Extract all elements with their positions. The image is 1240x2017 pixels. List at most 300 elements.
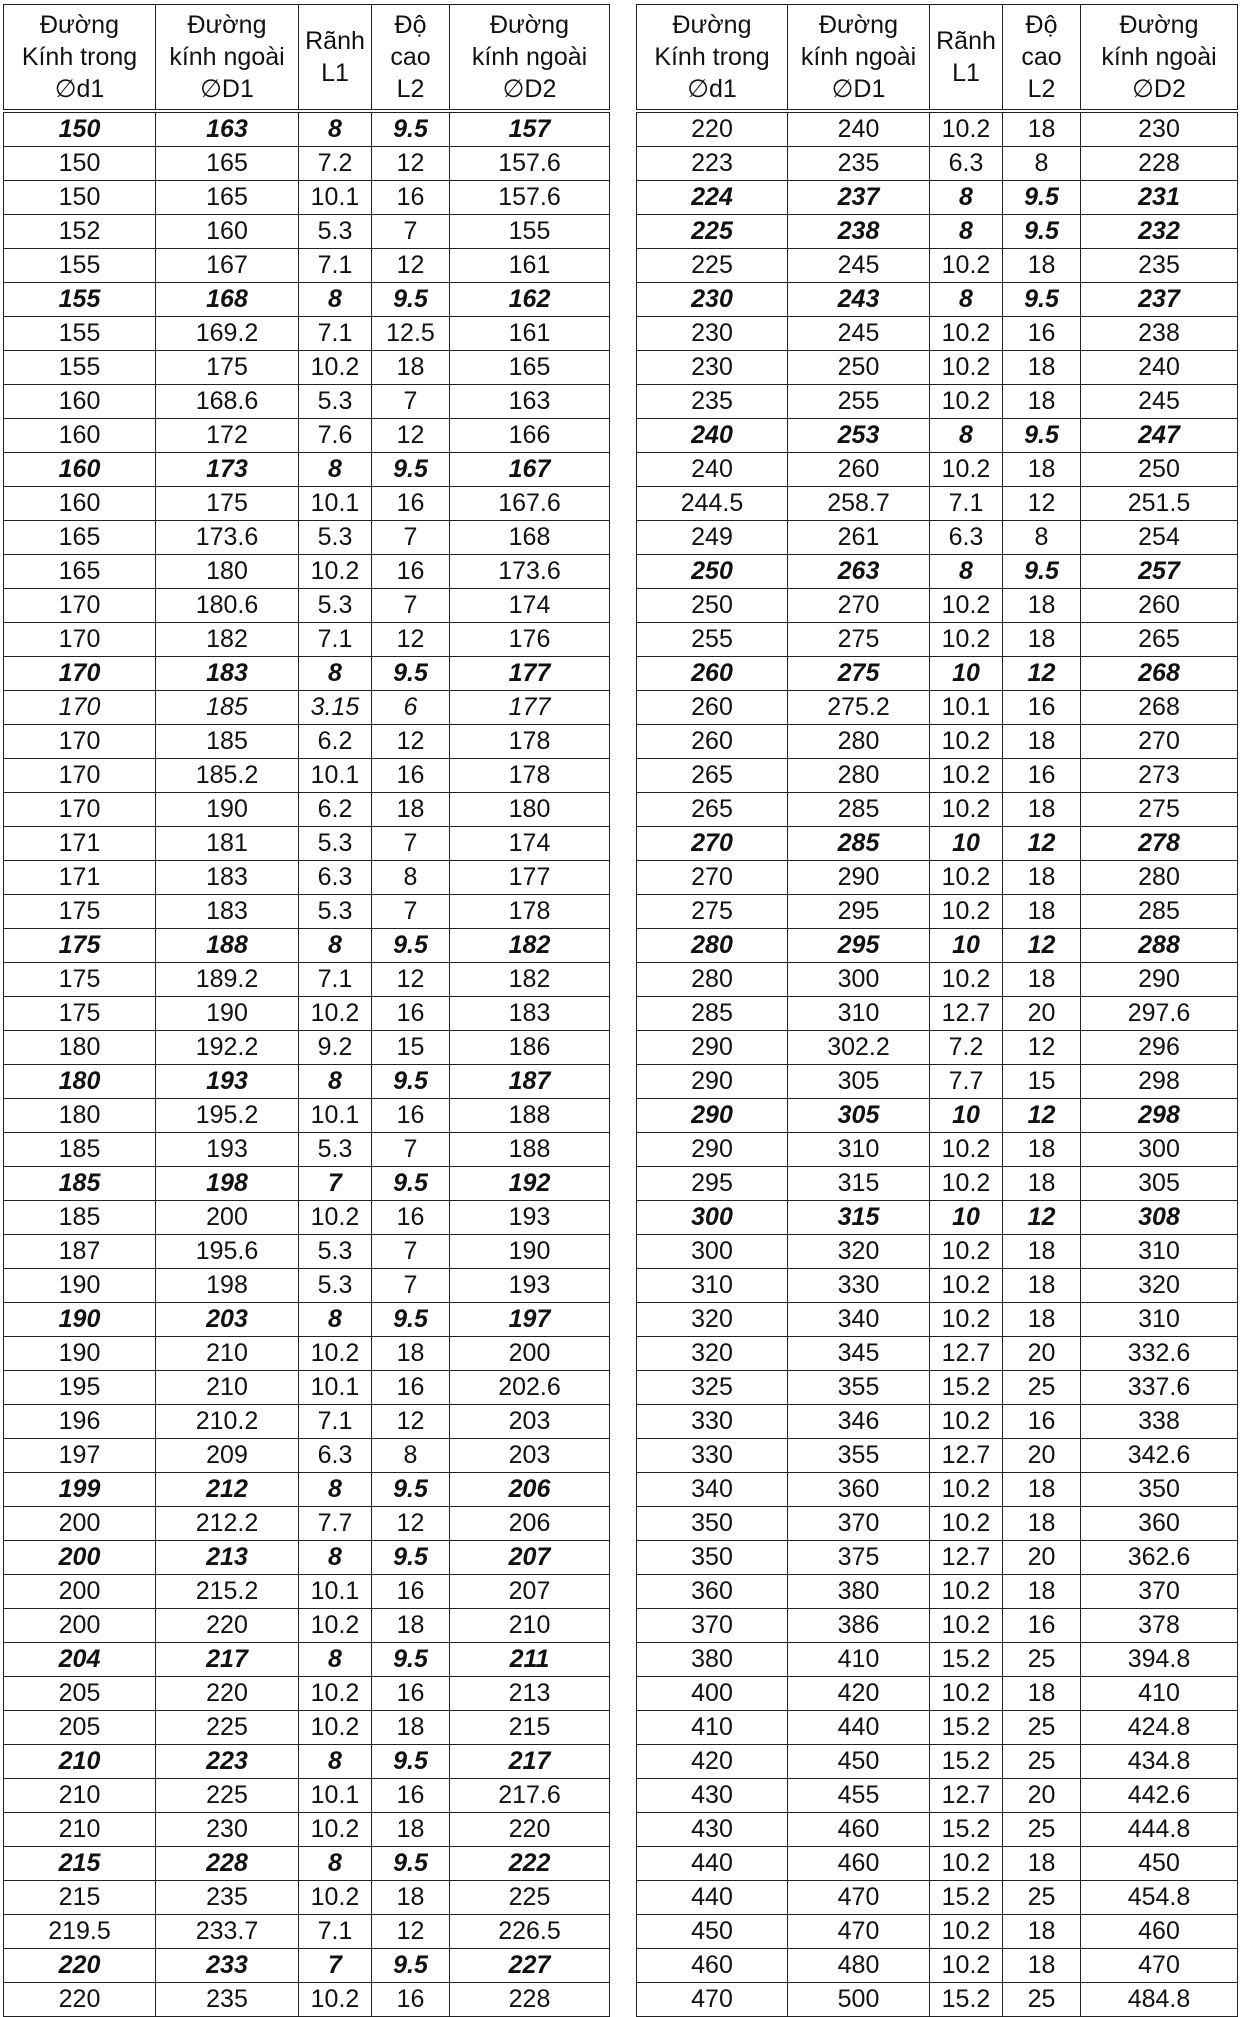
cell-outer-diameter-D1: 200 [156,1201,299,1235]
cell-outer-diameter-D1: 235 [156,1881,299,1915]
cell-outer-diameter-D2: 203 [450,1439,610,1473]
cell-groove-L1: 8 [299,283,372,317]
cell-outer-diameter-D2: 187 [450,1065,610,1099]
cell-outer-diameter-D2: 200 [450,1337,610,1371]
cell-outer-diameter-D2: 360 [1081,1507,1238,1541]
cell-outer-diameter-D2: 442.6 [1081,1779,1238,1813]
table-row [637,1983,1238,2017]
cell-groove-L1: 10 [930,827,1003,861]
cell-outer-diameter-D1: 275.2 [788,691,930,725]
cell-inner-diameter-d1: 190 [4,1337,156,1371]
cell-height-L2: 25 [1003,1371,1081,1405]
cell-outer-diameter-D1: 275 [788,623,930,657]
cell-outer-diameter-D2: 338 [1081,1405,1238,1439]
cell-height-L2: 12 [1003,1099,1081,1133]
table-row [637,283,1238,317]
table-row [4,1065,610,1099]
cell-height-L2: 9.5 [1003,215,1081,249]
cell-outer-diameter-D2: 350 [1081,1473,1238,1507]
cell-outer-diameter-D2: 174 [450,589,610,623]
cell-height-L2: 18 [1003,589,1081,623]
cell-inner-diameter-d1: 250 [637,555,788,589]
cell-groove-L1: 10.2 [299,1711,372,1745]
dimension-table-left [3,4,610,2017]
cell-outer-diameter-D2: 211 [450,1643,610,1677]
header-line: Đường [672,11,752,39]
cell-inner-diameter-d1: 215 [4,1881,156,1915]
cell-outer-diameter-D2: 215 [450,1711,610,1745]
cell-groove-L1: 8 [299,1541,372,1575]
cell-outer-diameter-D1: 250 [788,351,930,385]
cell-outer-diameter-D2: 320 [1081,1269,1238,1303]
cell-groove-L1: 10.1 [299,1575,372,1609]
cell-groove-L1: 7 [299,1949,372,1983]
cell-outer-diameter-D1: 300 [788,963,930,997]
cell-groove-L1: 12.7 [930,1337,1003,1371]
cell-height-L2: 12 [372,963,450,997]
cell-height-L2: 9.5 [372,929,450,963]
cell-outer-diameter-D2: 161 [450,317,610,351]
table-row [4,1847,610,1881]
cell-inner-diameter-d1: 420 [637,1745,788,1779]
cell-outer-diameter-D1: 233.7 [156,1915,299,1949]
cell-outer-diameter-D2: 183 [450,997,610,1031]
header-height-L2 [372,5,450,112]
header-line: Rãnh [305,27,365,55]
cell-inner-diameter-d1: 175 [4,963,156,997]
cell-outer-diameter-D2: 155 [450,215,610,249]
header-line: Đường [490,11,569,39]
table-row [637,1949,1238,1983]
cell-height-L2: 9.5 [372,1643,450,1677]
cell-height-L2: 12 [372,249,450,283]
table-row [4,1507,610,1541]
header-line: Kính trong [654,43,770,71]
cell-groove-L1: 8 [930,283,1003,317]
cell-height-L2: 9.5 [372,1541,450,1575]
cell-inner-diameter-d1: 196 [4,1405,156,1439]
cell-outer-diameter-D2: 177 [450,657,610,691]
cell-height-L2: 18 [1003,725,1081,759]
cell-height-L2: 9.5 [372,453,450,487]
cell-inner-diameter-d1: 460 [637,1949,788,1983]
cell-groove-L1: 12.7 [930,1779,1003,1813]
cell-outer-diameter-D2: 157 [450,111,610,147]
cell-height-L2: 12 [372,1915,450,1949]
cell-inner-diameter-d1: 430 [637,1813,788,1847]
cell-groove-L1: 15.2 [930,1881,1003,1915]
table-row [4,487,610,521]
table-row [4,1303,610,1337]
cell-outer-diameter-D2: 186 [450,1031,610,1065]
cell-height-L2: 16 [372,759,450,793]
cell-inner-diameter-d1: 380 [637,1643,788,1677]
cell-inner-diameter-d1: 320 [637,1303,788,1337]
cell-outer-diameter-D2: 193 [450,1269,610,1303]
cell-height-L2: 7 [372,215,450,249]
cell-outer-diameter-D2: 165 [450,351,610,385]
cell-groove-L1: 8 [299,929,372,963]
cell-inner-diameter-d1: 260 [637,657,788,691]
table-row [4,249,610,283]
cell-outer-diameter-D1: 163 [156,111,299,147]
header-line: ∅D1 [831,75,886,103]
cell-groove-L1: 5.3 [299,215,372,249]
cell-groove-L1: 10 [930,657,1003,691]
table-row [637,793,1238,827]
table-row [637,111,1238,147]
cell-groove-L1: 10.2 [930,861,1003,895]
cell-outer-diameter-D2: 434.8 [1081,1745,1238,1779]
table-row [4,1711,610,1745]
cell-groove-L1: 10.2 [930,1507,1003,1541]
cell-groove-L1: 8 [299,111,372,147]
cell-outer-diameter-D1: 410 [788,1643,930,1677]
cell-outer-diameter-D2: 285 [1081,895,1238,929]
table-row [637,1779,1238,1813]
cell-outer-diameter-D2: 207 [450,1575,610,1609]
cell-height-L2: 12 [1003,827,1081,861]
cell-outer-diameter-D1: 500 [788,1983,930,2017]
cell-outer-diameter-D2: 298 [1081,1065,1238,1099]
table-row [637,1405,1238,1439]
cell-height-L2: 20 [1003,1337,1081,1371]
cell-groove-L1: 10.2 [930,589,1003,623]
header-line: Rãnh [936,27,996,55]
cell-inner-diameter-d1: 155 [4,249,156,283]
cell-groove-L1: 7.2 [930,1031,1003,1065]
cell-inner-diameter-d1: 330 [637,1405,788,1439]
cell-groove-L1: 10.2 [930,1405,1003,1439]
cell-height-L2: 16 [1003,1609,1081,1643]
table-row [637,1473,1238,1507]
table-row [637,1303,1238,1337]
table-row [637,1371,1238,1405]
cell-outer-diameter-D1: 185 [156,691,299,725]
cell-outer-diameter-D2: 280 [1081,861,1238,895]
cell-groove-L1: 10.2 [930,1847,1003,1881]
cell-outer-diameter-D2: 278 [1081,827,1238,861]
cell-height-L2: 18 [1003,111,1081,147]
table-row [637,1915,1238,1949]
cell-outer-diameter-D2: 173.6 [450,555,610,589]
cell-groove-L1: 8 [299,1745,372,1779]
cell-groove-L1: 10.2 [930,895,1003,929]
cell-outer-diameter-D1: 235 [156,1983,299,2017]
cell-outer-diameter-D1: 165 [156,147,299,181]
header-line: ∅d1 [54,75,105,103]
cell-outer-diameter-D1: 450 [788,1745,930,1779]
cell-height-L2: 12 [372,1507,450,1541]
table-row [4,1167,610,1201]
cell-groove-L1: 15.2 [930,1643,1003,1677]
cell-groove-L1: 8 [299,1473,372,1507]
dimension-table-right [636,4,1238,2017]
cell-groove-L1: 10.1 [299,181,372,215]
table-row [637,1541,1238,1575]
cell-inner-diameter-d1: 220 [4,1983,156,2017]
table-row [637,861,1238,895]
cell-outer-diameter-D2: 240 [1081,351,1238,385]
cell-groove-L1: 10.2 [299,351,372,385]
cell-height-L2: 8 [1003,147,1081,181]
cell-inner-diameter-d1: 225 [637,215,788,249]
cell-outer-diameter-D1: 173.6 [156,521,299,555]
cell-groove-L1: 10.2 [930,351,1003,385]
cell-outer-diameter-D1: 280 [788,759,930,793]
cell-height-L2: 16 [372,1371,450,1405]
cell-groove-L1: 5.3 [299,385,372,419]
cell-groove-L1: 10.2 [930,1473,1003,1507]
cell-outer-diameter-D1: 233 [156,1949,299,1983]
cell-inner-diameter-d1: 285 [637,997,788,1031]
cell-height-L2: 25 [1003,1643,1081,1677]
cell-height-L2: 12 [1003,487,1081,521]
cell-outer-diameter-D1: 192.2 [156,1031,299,1065]
cell-outer-diameter-D1: 212.2 [156,1507,299,1541]
cell-outer-diameter-D1: 245 [788,317,930,351]
cell-groove-L1: 8 [930,215,1003,249]
table-row [637,1575,1238,1609]
cell-height-L2: 18 [1003,453,1081,487]
cell-outer-diameter-D2: 332.6 [1081,1337,1238,1371]
cell-outer-diameter-D2: 410 [1081,1677,1238,1711]
cell-inner-diameter-d1: 200 [4,1609,156,1643]
table-row [637,759,1238,793]
table-row [637,997,1238,1031]
cell-inner-diameter-d1: 205 [4,1677,156,1711]
cell-inner-diameter-d1: 185 [4,1201,156,1235]
header-outer-diameter-D2 [1081,5,1238,112]
table-row [4,1949,610,1983]
header-line: cao [1021,43,1062,71]
cell-groove-L1: 10.2 [930,385,1003,419]
cell-inner-diameter-d1: 400 [637,1677,788,1711]
cell-inner-diameter-d1: 320 [637,1337,788,1371]
cell-height-L2: 18 [1003,351,1081,385]
cell-inner-diameter-d1: 350 [637,1541,788,1575]
header-inner-diameter-d1 [4,5,156,112]
cell-outer-diameter-D2: 203 [450,1405,610,1439]
cell-outer-diameter-D1: 310 [788,997,930,1031]
cell-inner-diameter-d1: 330 [637,1439,788,1473]
cell-outer-diameter-D1: 240 [788,111,930,147]
table-row [637,725,1238,759]
table-row [637,1235,1238,1269]
cell-inner-diameter-d1: 450 [637,1915,788,1949]
cell-outer-diameter-D2: 222 [450,1847,610,1881]
header-line: kính ngoài [1101,43,1217,71]
cell-outer-diameter-D2: 178 [450,759,610,793]
cell-inner-diameter-d1: 260 [637,725,788,759]
cell-inner-diameter-d1: 180 [4,1099,156,1133]
cell-height-L2: 15 [372,1031,450,1065]
cell-outer-diameter-D1: 315 [788,1167,930,1201]
cell-outer-diameter-D2: 235 [1081,249,1238,283]
cell-height-L2: 9.5 [1003,181,1081,215]
cell-outer-diameter-D1: 212 [156,1473,299,1507]
cell-height-L2: 18 [372,1337,450,1371]
cell-outer-diameter-D1: 180.6 [156,589,299,623]
cell-groove-L1: 8 [299,1643,372,1677]
cell-inner-diameter-d1: 180 [4,1065,156,1099]
cell-outer-diameter-D2: 168 [450,521,610,555]
cell-groove-L1: 10 [930,929,1003,963]
table-row [637,419,1238,453]
table-row [4,1779,610,1813]
cell-outer-diameter-D2: 310 [1081,1303,1238,1337]
cell-height-L2: 18 [1003,861,1081,895]
cell-groove-L1: 12.7 [930,1541,1003,1575]
cell-inner-diameter-d1: 170 [4,759,156,793]
table-row [4,827,610,861]
cell-height-L2: 7 [372,1235,450,1269]
cell-outer-diameter-D2: 310 [1081,1235,1238,1269]
table-row [637,1745,1238,1779]
cell-outer-diameter-D2: 227 [450,1949,610,1983]
cell-inner-diameter-d1: 155 [4,283,156,317]
cell-outer-diameter-D1: 168 [156,283,299,317]
cell-inner-diameter-d1: 280 [637,929,788,963]
header-row [637,5,1238,112]
header-line: kính ngoài [800,43,917,71]
cell-inner-diameter-d1: 295 [637,1167,788,1201]
cell-inner-diameter-d1: 155 [4,351,156,385]
header-outer-diameter-D1 [788,5,930,112]
cell-groove-L1: 10.1 [299,759,372,793]
cell-outer-diameter-D1: 340 [788,1303,930,1337]
cell-outer-diameter-D2: 250 [1081,453,1238,487]
cell-groove-L1: 10.2 [299,1609,372,1643]
cell-outer-diameter-D2: 270 [1081,725,1238,759]
cell-inner-diameter-d1: 171 [4,861,156,895]
cell-inner-diameter-d1: 280 [637,963,788,997]
cell-inner-diameter-d1: 190 [4,1269,156,1303]
table-row [637,1711,1238,1745]
cell-outer-diameter-D1: 183 [156,657,299,691]
cell-height-L2: 9.5 [372,1473,450,1507]
cell-outer-diameter-D1: 470 [788,1915,930,1949]
cell-outer-diameter-D2: 188 [450,1133,610,1167]
cell-outer-diameter-D1: 198 [156,1167,299,1201]
header-row [4,5,610,112]
cell-height-L2: 18 [1003,1677,1081,1711]
cell-height-L2: 18 [372,1813,450,1847]
cell-outer-diameter-D2: 228 [450,1983,610,2017]
cell-inner-diameter-d1: 300 [637,1235,788,1269]
cell-groove-L1: 10.2 [930,623,1003,657]
cell-inner-diameter-d1: 215 [4,1847,156,1881]
table-row [637,929,1238,963]
cell-groove-L1: 8 [930,419,1003,453]
table-row [637,521,1238,555]
cell-inner-diameter-d1: 170 [4,589,156,623]
cell-outer-diameter-D1: 185.2 [156,759,299,793]
table-row [637,1167,1238,1201]
cell-groove-L1: 9.2 [299,1031,372,1065]
cell-inner-diameter-d1: 165 [4,555,156,589]
cell-groove-L1: 10.2 [299,555,372,589]
cell-groove-L1: 7.7 [930,1065,1003,1099]
cell-outer-diameter-D1: 275 [788,657,930,691]
cell-groove-L1: 10.2 [299,1983,372,2017]
cell-inner-diameter-d1: 290 [637,1031,788,1065]
table-row [4,1541,610,1575]
cell-inner-diameter-d1: 210 [4,1779,156,1813]
header-groove-L1 [930,5,1003,112]
table-row [4,1745,610,1779]
cell-outer-diameter-D1: 386 [788,1609,930,1643]
cell-groove-L1: 10.1 [930,691,1003,725]
cell-inner-diameter-d1: 195 [4,1371,156,1405]
table-row [4,419,610,453]
table-row [637,1439,1238,1473]
cell-outer-diameter-D1: 315 [788,1201,930,1235]
cell-groove-L1: 6.3 [299,861,372,895]
table-row [637,657,1238,691]
cell-outer-diameter-D1: 261 [788,521,930,555]
cell-outer-diameter-D1: 220 [156,1609,299,1643]
cell-outer-diameter-D2: 182 [450,963,610,997]
cell-outer-diameter-D2: 305 [1081,1167,1238,1201]
cell-inner-diameter-d1: 244.5 [637,487,788,521]
header-line: L1 [321,59,349,87]
cell-height-L2: 18 [1003,1235,1081,1269]
cell-inner-diameter-d1: 175 [4,929,156,963]
table-row [4,963,610,997]
cell-outer-diameter-D2: 161 [450,249,610,283]
cell-outer-diameter-D1: 295 [788,895,930,929]
cell-height-L2: 16 [372,1677,450,1711]
cell-height-L2: 12 [372,623,450,657]
cell-outer-diameter-D2: 273 [1081,759,1238,793]
cell-groove-L1: 10.1 [299,1371,372,1405]
table-row [637,1643,1238,1677]
cell-groove-L1: 10.2 [930,249,1003,283]
header-line: ∅D2 [502,75,557,103]
cell-height-L2: 25 [1003,1711,1081,1745]
table-row [637,1269,1238,1303]
cell-outer-diameter-D2: 237 [1081,283,1238,317]
cell-height-L2: 9.5 [1003,283,1081,317]
header-line: L2 [1027,75,1056,103]
cell-outer-diameter-D1: 193 [156,1065,299,1099]
cell-height-L2: 12 [372,725,450,759]
cell-outer-diameter-D2: 484.8 [1081,1983,1238,2017]
cell-height-L2: 9.5 [372,1167,450,1201]
cell-inner-diameter-d1: 150 [4,147,156,181]
cell-inner-diameter-d1: 410 [637,1711,788,1745]
table-row [637,963,1238,997]
cell-inner-diameter-d1: 265 [637,793,788,827]
cell-groove-L1: 7.1 [299,963,372,997]
cell-height-L2: 18 [372,1609,450,1643]
cell-inner-diameter-d1: 175 [4,895,156,929]
cell-outer-diameter-D1: 355 [788,1371,930,1405]
cell-groove-L1: 15.2 [930,1711,1003,1745]
cell-inner-diameter-d1: 440 [637,1881,788,1915]
cell-outer-diameter-D2: 238 [1081,317,1238,351]
cell-inner-diameter-d1: 225 [637,249,788,283]
cell-inner-diameter-d1: 152 [4,215,156,249]
cell-outer-diameter-D1: 305 [788,1065,930,1099]
cell-height-L2: 18 [1003,793,1081,827]
cell-outer-diameter-D2: 362.6 [1081,1541,1238,1575]
cell-inner-diameter-d1: 170 [4,793,156,827]
cell-height-L2: 9.5 [372,657,450,691]
table-row [637,1133,1238,1167]
cell-inner-diameter-d1: 160 [4,487,156,521]
